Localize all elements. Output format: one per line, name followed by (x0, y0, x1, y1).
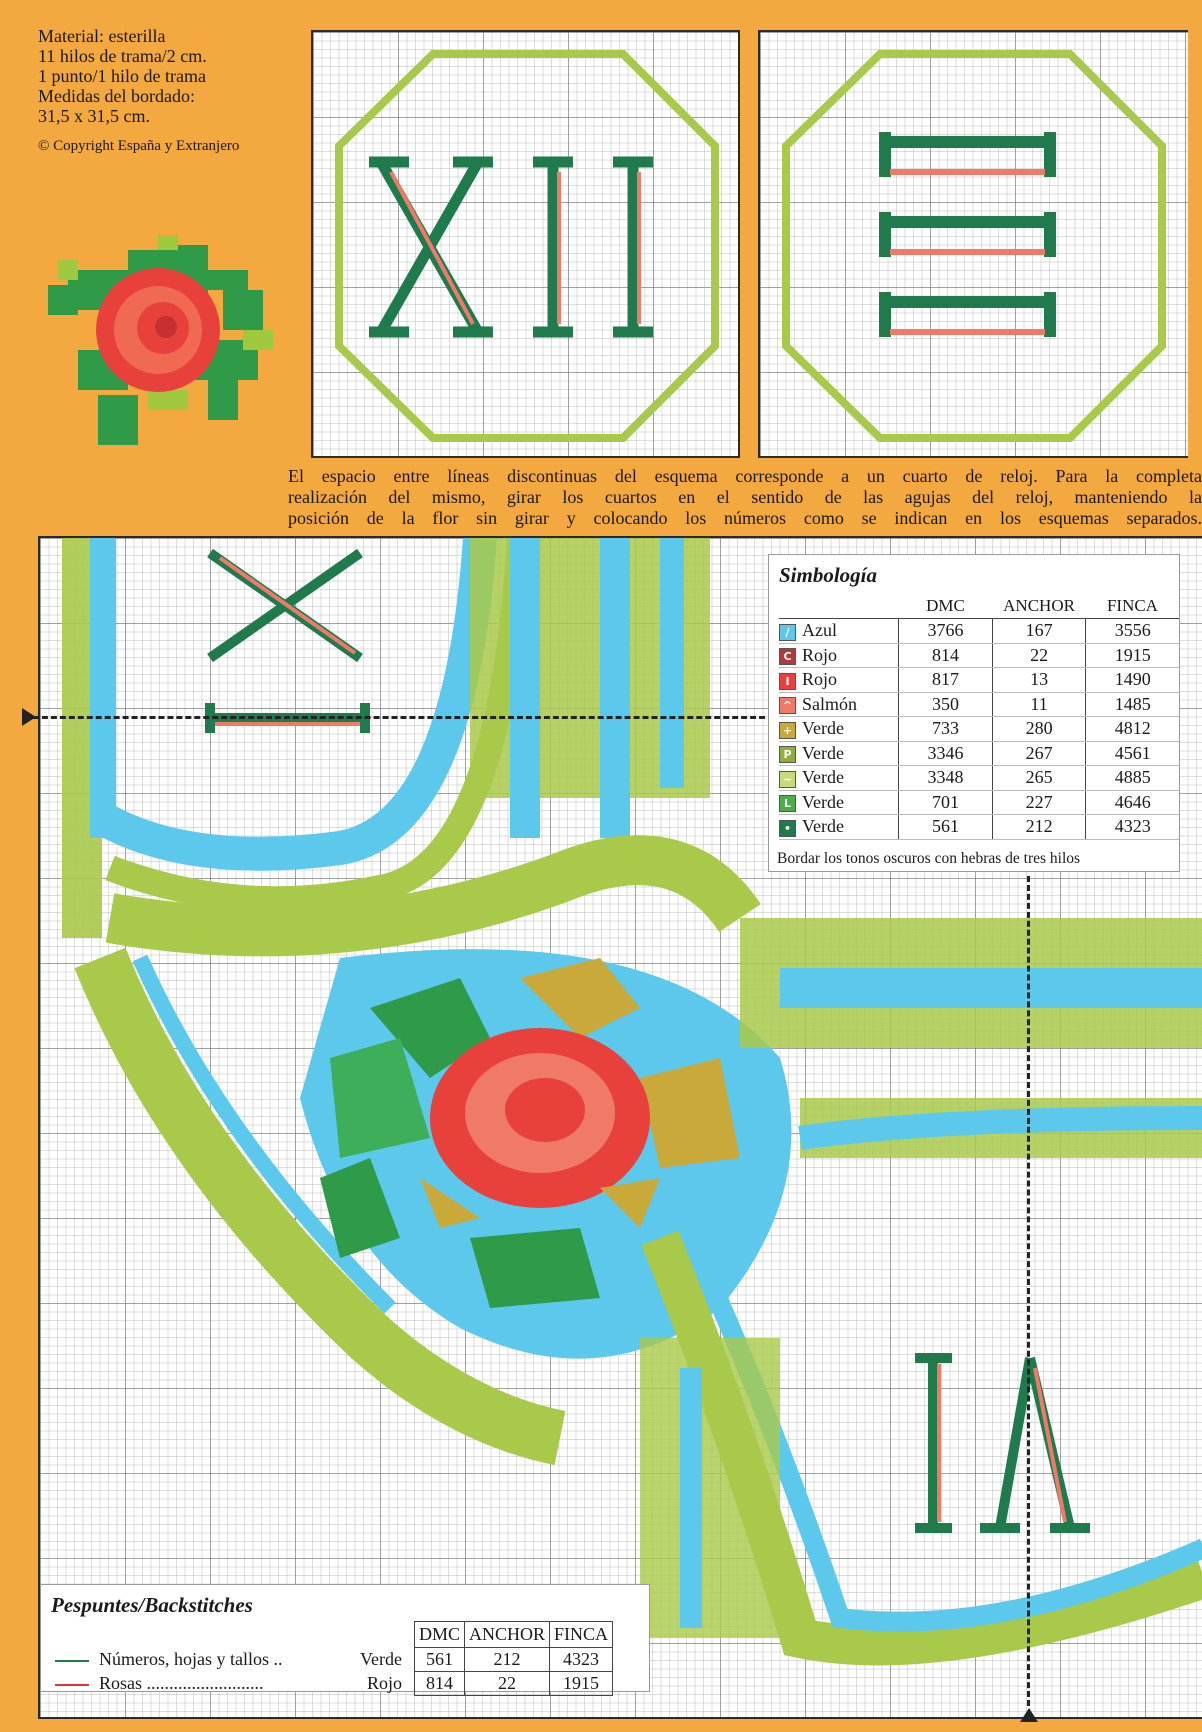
size-label: Medidas del bordado: (38, 86, 195, 106)
color-swatch-icon: • (779, 820, 796, 837)
legend-title: Simbología (779, 563, 878, 587)
backstitch-anchor: 212 (465, 1648, 550, 1672)
legend-header-dmc: DMC (899, 594, 992, 619)
legend-dmc: 701 (899, 790, 992, 815)
legend-anchor: 11 (992, 692, 1086, 717)
legend-color-name: Rojo (802, 669, 838, 690)
arrow-right-icon (22, 708, 36, 726)
chart-numeral-xii (311, 30, 740, 458)
backstitch-label: Números, hojas y tallos .. (99, 1649, 283, 1669)
legend-color-cell (779, 766, 899, 791)
legend-color-cell (779, 668, 899, 693)
legend-table (779, 594, 1179, 840)
legend-dmc: 733 (899, 717, 992, 742)
legend-finca: 1485 (1086, 692, 1179, 717)
material-text: Material: esterilla (38, 26, 166, 46)
backstitch-finca: 4323 (550, 1648, 613, 1672)
backstitch-line-icon (55, 1660, 89, 1662)
legend-color-name: Verde (802, 767, 844, 788)
legend-color-name: Salmón (802, 693, 858, 714)
color-swatch-icon: L (779, 795, 796, 812)
legend-finca: 4323 (1086, 815, 1179, 840)
size-text: 31,5 x 31,5 cm. (38, 106, 150, 126)
legend-finca: 4561 (1086, 741, 1179, 766)
backstitches-box (40, 1584, 650, 1692)
legend-anchor: 227 (992, 790, 1086, 815)
backstitches-header-finca: FINCA (550, 1622, 613, 1648)
legend-anchor: 22 (992, 643, 1086, 668)
legend-row (779, 717, 1179, 742)
legend-header-finca: FINCA (1086, 594, 1179, 619)
legend-finca: 4885 (1086, 766, 1179, 791)
legend-row (779, 815, 1179, 840)
backstitches-header-dmc: DMC (415, 1622, 465, 1648)
legend-anchor: 13 (992, 668, 1086, 693)
legend-dmc: 814 (899, 643, 992, 668)
legend-color-cell (779, 741, 899, 766)
legend-color-cell (779, 790, 899, 815)
backstitch-dmc: 561 (415, 1648, 465, 1672)
legend-finca: 4812 (1086, 717, 1179, 742)
legend-color-cell (779, 717, 899, 742)
quarter-dashed-line-horizontal (24, 716, 774, 719)
legend-dmc: 817 (899, 668, 992, 693)
legend-color-name: Verde (802, 791, 844, 812)
legend-note: Bordar los tonos oscuros con hebras de tres hilos (777, 849, 1081, 867)
legend-dmc: 3346 (899, 741, 992, 766)
legend-color-cell (779, 815, 899, 840)
backstitches-header-row (51, 1622, 613, 1648)
rose-thumbnail-image (38, 230, 283, 455)
legend-color-name: Verde (802, 718, 844, 739)
legend-dmc: 3766 (899, 619, 992, 644)
legend-color-name: Verde (802, 816, 844, 837)
backstitch-finca: 1915 (550, 1672, 613, 1696)
legend-finca: 3556 (1086, 619, 1179, 644)
legend-anchor: 167 (992, 619, 1086, 644)
legend-color-name: Rojo (802, 644, 838, 665)
numeral-iii-drawing (760, 32, 1188, 458)
legend-color-cell (779, 643, 899, 668)
color-swatch-icon: / (779, 624, 796, 641)
arrow-up-icon (1020, 1708, 1038, 1722)
legend-row (779, 766, 1179, 791)
color-swatch-icon: + (779, 722, 796, 739)
color-swatch-icon: I (779, 673, 796, 690)
legend-color-cell (779, 619, 899, 644)
color-swatch-icon: C (779, 648, 796, 665)
legend-anchor: 280 (992, 717, 1086, 742)
instructions-line: El espacio entre líneas discontinuas del esquema corresponde a un cuarto de reloj. Para la completa (288, 466, 1202, 486)
backstitches-title: Pespuntes/Backstitches (51, 1593, 253, 1617)
legend-anchor: 212 (992, 815, 1086, 840)
symbology-legend (768, 554, 1180, 872)
legend-finca: 4646 (1086, 790, 1179, 815)
color-swatch-icon: ^ (779, 697, 796, 714)
instructions-text (288, 466, 1202, 529)
color-swatch-icon: P (779, 746, 796, 763)
copyright-text: © Copyright España y Extranjero (38, 138, 240, 154)
legend-row (779, 790, 1179, 815)
backstitch-dmc: 814 (415, 1672, 465, 1696)
legend-finca: 1490 (1086, 668, 1179, 693)
backstitch-label-cell (51, 1648, 415, 1672)
legend-color-name: Verde (802, 742, 844, 763)
legend-row (779, 692, 1179, 717)
legend-dmc: 350 (899, 692, 992, 717)
legend-anchor: 265 (992, 766, 1086, 791)
backstitch-row (51, 1672, 613, 1696)
legend-header-row (779, 594, 1179, 619)
backstitch-label: Rosas .......................... (99, 1673, 264, 1693)
legend-finca: 1915 (1086, 643, 1179, 668)
threads-text: 11 hilos de trama/2 cm. (38, 46, 207, 66)
backstitch-anchor: 22 (465, 1672, 550, 1696)
legend-dmc: 561 (899, 815, 992, 840)
backstitches-header-empty (51, 1622, 415, 1648)
legend-row (779, 741, 1179, 766)
legend-header-anchor: ANCHOR (992, 594, 1086, 619)
stitch-text: 1 punto/1 hilo de trama (38, 66, 206, 86)
legend-dmc: 3348 (899, 766, 992, 791)
backstitches-header-anchor: ANCHOR (465, 1622, 550, 1648)
legend-anchor: 267 (992, 741, 1086, 766)
backstitch-color-name: Verde (360, 1649, 402, 1669)
quarter-dashed-line-vertical (1027, 876, 1030, 1706)
backstitch-line-icon (55, 1684, 89, 1686)
backstitch-color-name: Rojo (366, 1673, 402, 1693)
instructions-line: posición de la flor sin girar y colocando los números como se indican en los esquemas separados. (288, 508, 1202, 528)
backstitches-table (51, 1621, 613, 1696)
legend-color-cell (779, 692, 899, 717)
backstitch-row (51, 1648, 613, 1672)
legend-color-name: Azul (802, 620, 837, 641)
legend-row (779, 643, 1179, 668)
material-info (38, 26, 239, 156)
color-swatch-icon: ~ (779, 771, 796, 788)
chart-numeral-iii (758, 30, 1188, 458)
legend-row (779, 668, 1179, 693)
legend-header-empty (779, 594, 899, 619)
legend-row (779, 619, 1179, 644)
backstitch-label-cell (51, 1672, 415, 1696)
numeral-xii-drawing (313, 32, 740, 458)
instructions-line: realización del mismo, girar los cuartos en el sentido de las agujas del reloj, manteniendo la (288, 487, 1202, 507)
